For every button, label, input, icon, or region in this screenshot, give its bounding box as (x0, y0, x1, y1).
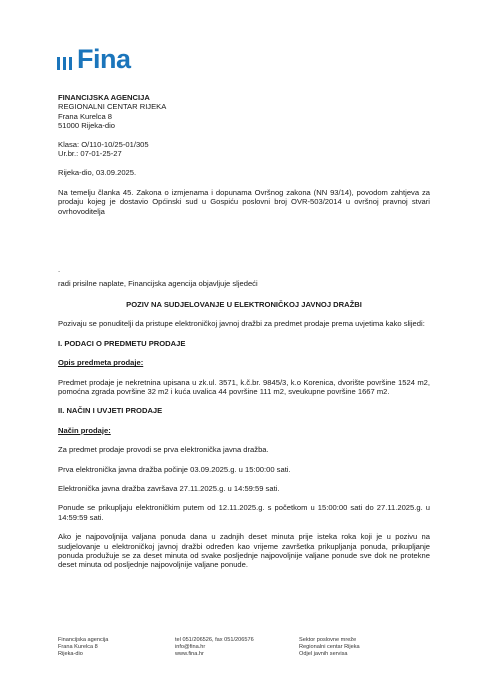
collection-line: radi prisilne naplate, Financijska agencija objavljuje sljedeći (58, 279, 258, 289)
sender-name: FINANCIJSKA AGENCIJA (58, 93, 150, 102)
reference-block (58, 140, 430, 159)
intro-paragraph: Na temelju članka 45. Zakona o izmjenama i dopunama Ovršnog zakona (NN 93/14), povodom zahtjeva za prodaju kojeg je dostavio Općinski sud u Gospiću poslovni broj OVR-503/2014 u ovršnoj pravnoj stvari ovrhovoditelja (58, 187, 430, 216)
logo-text: Fina (77, 44, 131, 74)
footer-line: Sektor poslovne mreže (299, 637, 357, 643)
footer-line: tel 051/206526, fax 051/206576 (175, 637, 254, 643)
date-line: Rijeka-dio, 03.09.2025. (58, 168, 137, 178)
footer-website[interactable]: www.fina.hr (175, 651, 204, 657)
section-1-subheading: Opis predmeta prodaje: (58, 358, 144, 368)
footer-line: Frana Kurelca 8 (58, 644, 98, 650)
logo-bars-icon (57, 57, 72, 73)
urbr: Ur.br.: 07-01-25-27 (58, 149, 122, 159)
sale-paragraph-5: Ako je najpovoljnija valjana ponuda dana u zadnjih deset minuta prije isteka roka koji je u pozivu na sudjelovanje u elektroničkoj javnoj dražbi određen kao vrijeme završetka prikupljanja ponuda, prikupljanje ponuda produžuje se za deset minuta od svake posljednje najpovoljnije valjane ponude sve dok ne protekne deset minuta od posljednje najpovoljnije valjane ponude. (58, 532, 430, 570)
fina-logo (57, 43, 131, 73)
footer-line: Rijeka-dio (58, 651, 83, 657)
sender-block (58, 93, 430, 131)
footer-contact (175, 637, 254, 658)
sender-city: 51000 Rijeka-dio (58, 121, 115, 131)
section-2-heading: II. NAČIN I UVJETI PRODAJE (58, 406, 163, 416)
property-description: Predmet prodaje je nekretnina upisana u zk.ul. 3571, k.č.br. 9845/3, k.o Korenica, dvorište površine 1524 m2, pomoćna zgrada površine 32 m2 i kuća uvalica 44 površine 111 m2, sveukupne površine 1667 m2. (58, 377, 430, 396)
sale-paragraph-4: Ponude se prikupljaju elektroničkim putem od 12.11.2025.g. s početkom u 15:00:00 sati do 27.11.2025.g. u 14:59:59 sati. (58, 503, 430, 522)
footer-email[interactable]: info@fina.hr (175, 644, 206, 650)
klasa: Klasa: O/110-10/25-01/305 (58, 139, 149, 149)
document-title: POZIV NA SUDJELOVANJE U ELEKTRONIČKOJ JAVNOJ DRAŽBI (126, 299, 362, 309)
invite-paragraph: Pozivaju se ponuditelji da pristupe elektroničkoj javnoj dražbi za predmet prodaje prema uvjetima kako slijedi: (58, 319, 425, 329)
footer-address (58, 637, 108, 658)
dot-mark: . (58, 265, 61, 275)
footer-department (299, 637, 360, 658)
sender-centre: REGIONALNI CENTAR RIJEKA (58, 102, 167, 112)
sale-paragraph-2: Prva elektronička javna dražba počinje 03.09.2025.g. u 15:00:00 sati. (58, 464, 291, 474)
section-1-heading: I. PODACI O PREDMETU PRODAJE (58, 338, 186, 348)
letter-body (58, 93, 430, 570)
sender-street: Frana Kurelca 8 (58, 111, 113, 121)
footer-line: Regionalni centar Rijeka (299, 644, 360, 650)
footer-line: Financijska agencija (58, 637, 109, 643)
footer-line: Odjel javnih servisa (299, 651, 348, 657)
sale-paragraph-3: Elektronička javna dražba završava 27.11.2025.g. u 14:59:59 sati. (58, 483, 280, 493)
section-2-subheading: Način prodaje: (58, 425, 111, 435)
sale-paragraph-1: Za predmet prodaje provodi se prva elektronička javna dražba. (58, 445, 269, 455)
